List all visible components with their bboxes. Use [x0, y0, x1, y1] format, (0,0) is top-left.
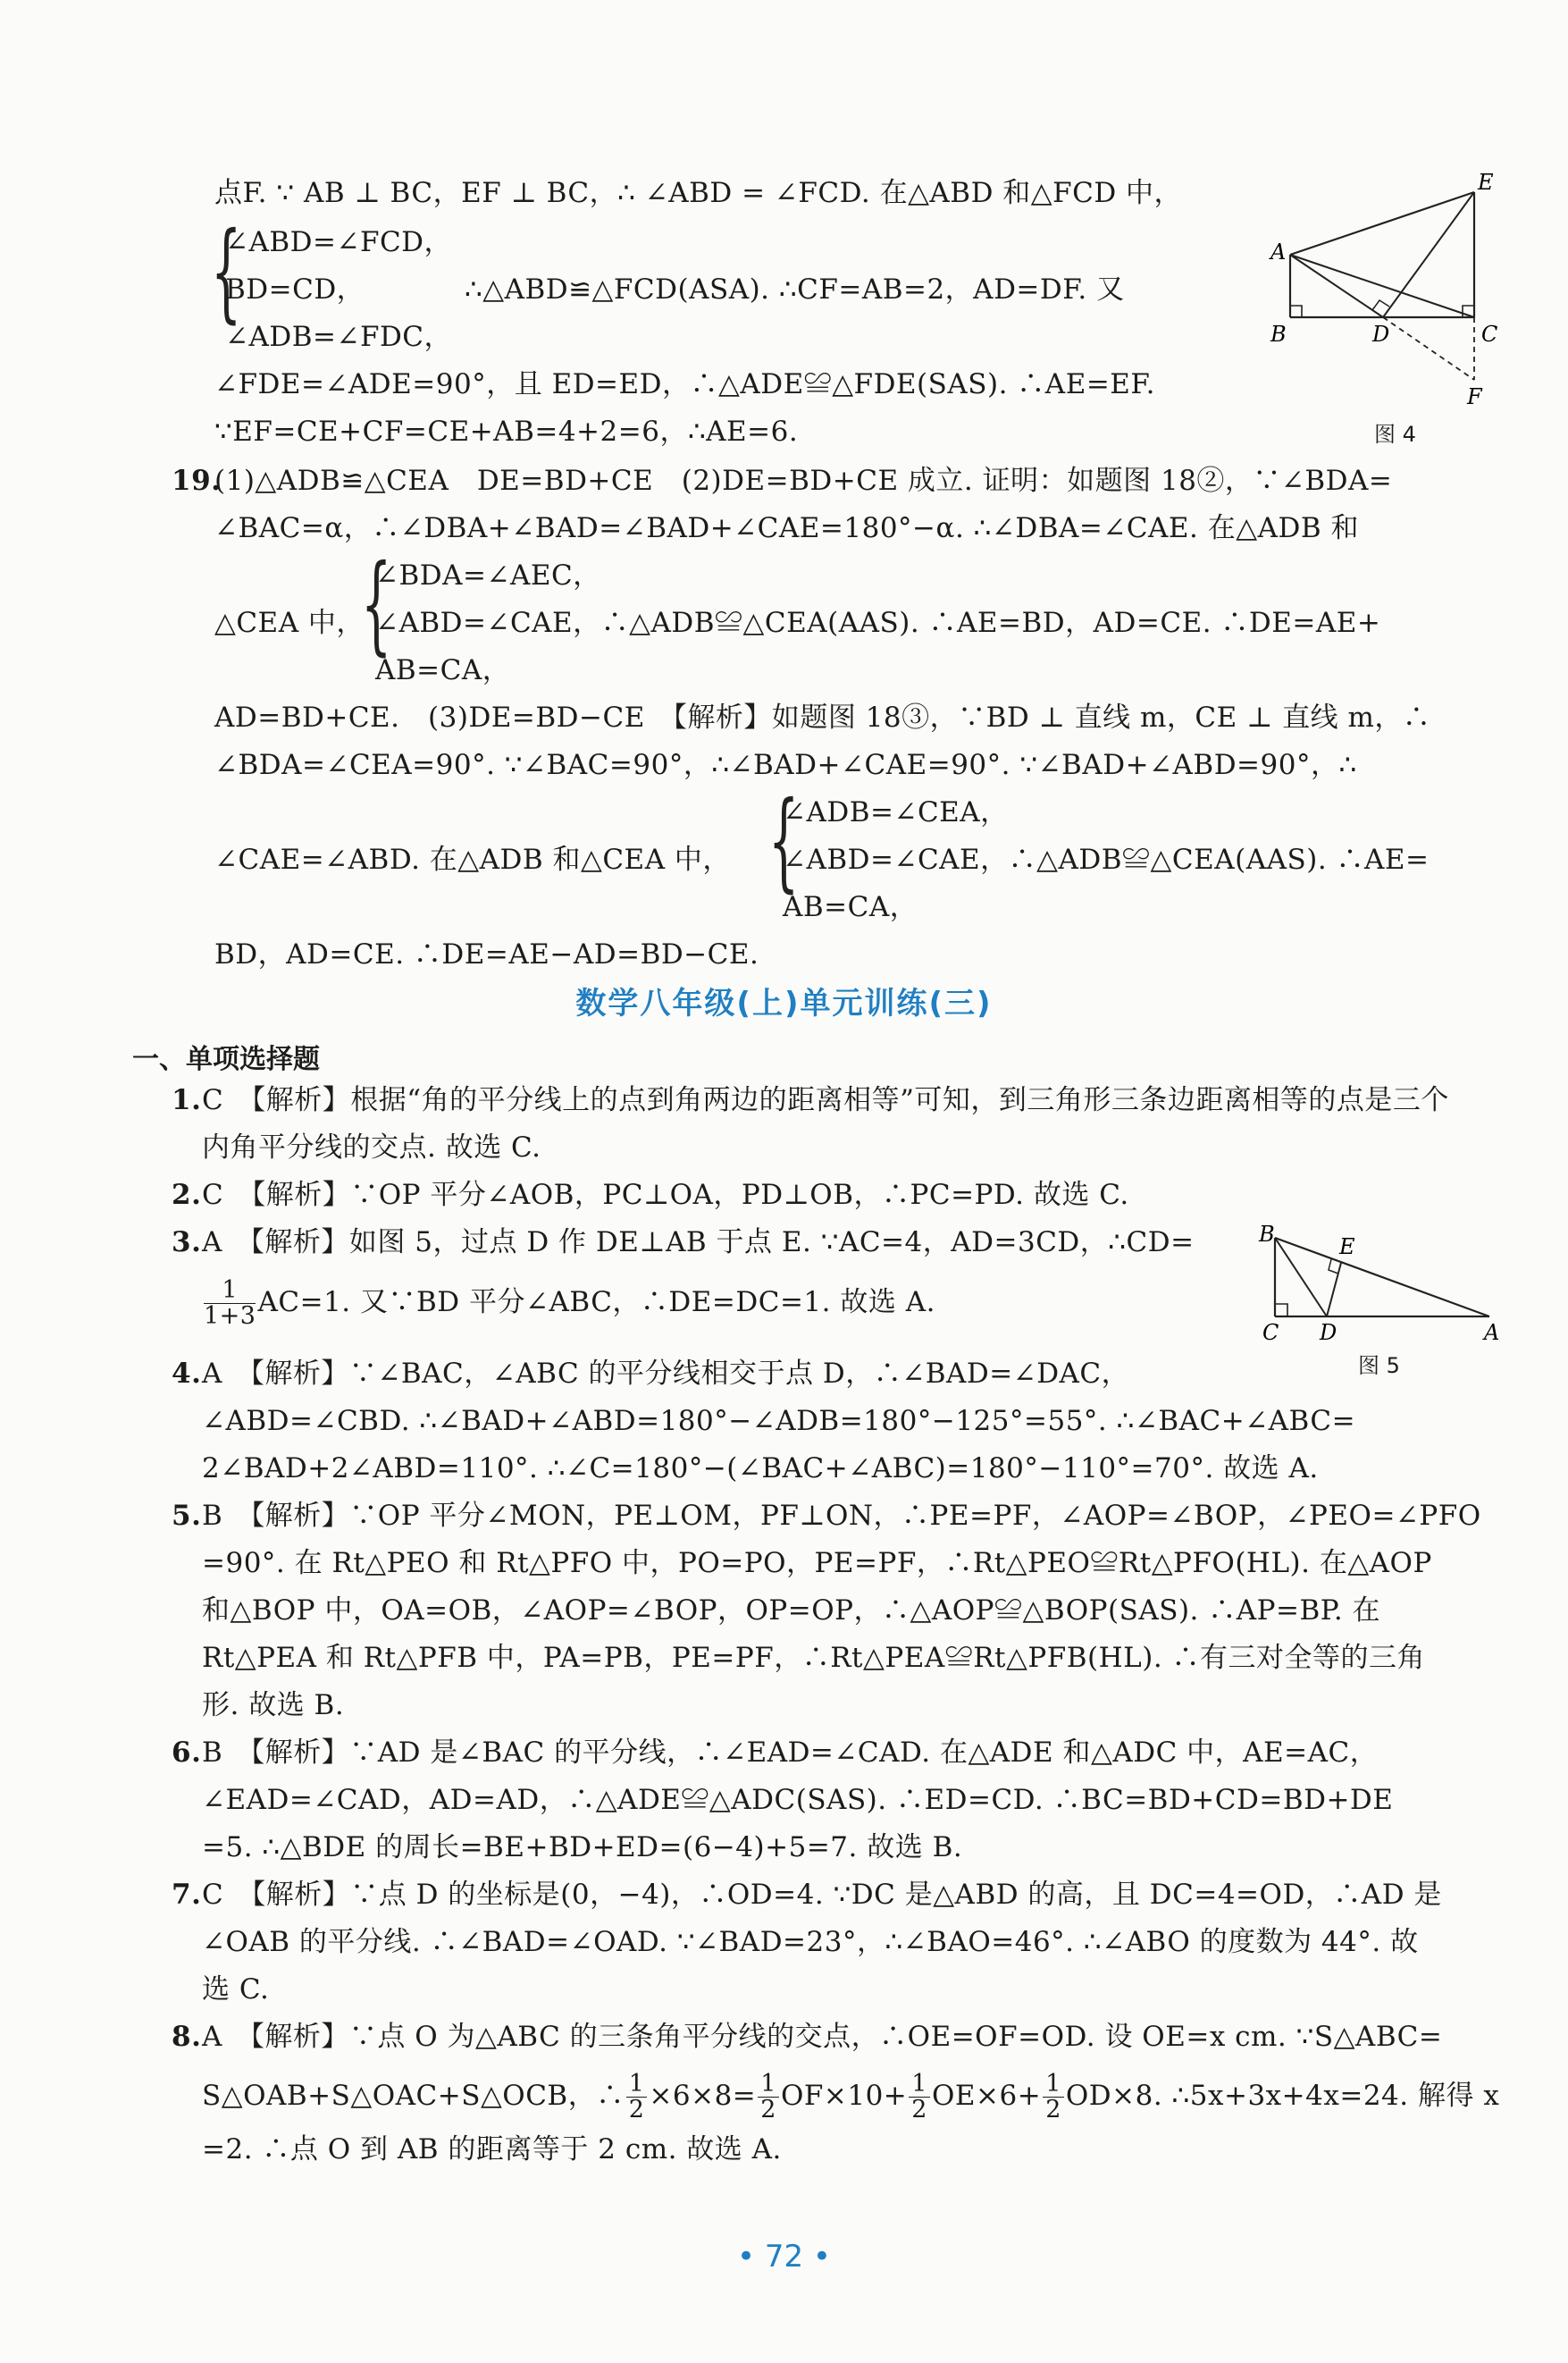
q8-line-2d: OE×6+ [931, 2080, 1042, 2112]
q19-line-11: BD，AD=CE. ∴DE=AE−AD=BD−CE. [214, 938, 759, 971]
q8-line-2-wrap [202, 2072, 1499, 2123]
q2-line-1: C 【解析】∵OP 平分∠AOB，PC⊥OA，PD⊥OB，∴PC=PD. 故选 C. [202, 1179, 1129, 1211]
q19-brace2-line-1: ∠ADB=∠CEA， [783, 796, 1009, 828]
q4-line-1: A 【解析】∵∠BAC，∠ABC 的平分线相交于点 D，∴∠BAD=∠DAC， [202, 1358, 1130, 1390]
fig5-label-a: A [1484, 1320, 1500, 1345]
q18-line-1: 点F. ∵ AB ⊥ BC，EF ⊥ BC，∴ ∠ABD = ∠FCD. 在△ABD 和△FCD 中， [214, 177, 1183, 209]
q8-line-2b: ×6×8= [649, 2080, 757, 2112]
q5-line-4: Rt△PEA 和 Rt△PFB 中，PA=PB，PE=PF，∴Rt△PEA≌Rt△PFB(HL). ∴有三对全等的三角 [202, 1642, 1426, 1674]
q19-brace-line-3: AB=CA， [375, 654, 511, 686]
page-number: • 72 • [737, 2239, 831, 2275]
q8-half-2: $\frac{1}{2}$ [758, 2072, 779, 2123]
q5-number: 5. [172, 1500, 202, 1532]
q7-line-2: ∠OAB 的平分线. ∴∠BAD=∠OAD. ∵∠BAD=23°，∴∠BAO=46°. ∴∠ABO 的度数为 44°. 故 [202, 1926, 1419, 1958]
figure-5 [1246, 1220, 1519, 1345]
q19-line-6: AD=BD+CE. (3)DE=BD−CE 【解析】如题图 18③，∵BD ⊥ 直线 m，CE ⊥ 直线 m，∴ [214, 702, 1431, 734]
fig4-label-a: A [1270, 240, 1287, 265]
q6-line-1: B 【解析】∵AD 是∠BAC 的平分线，∴∠EAD=∠CAD. 在△ADE 和△ADC 中，AE=AC， [202, 1737, 1379, 1769]
fig4-label-b: B [1270, 322, 1287, 347]
q19-brace2-line-2: ∠ABD=∠CAE，∴△ADB≌△CEA(AAS). ∴AE= [783, 844, 1430, 876]
fig4-label-f: F [1467, 384, 1482, 409]
q8-half-3: $\frac{1}{2}$ [909, 2072, 930, 2123]
fig5-label-b: B [1259, 1222, 1275, 1247]
q8-line-1: A 【解析】∵点 O 为△ABC 的三条角平分线的交点，∴OE=OF=OD. 设 OE=x cm. ∵S△ABC= [202, 2021, 1443, 2053]
q6-line-3: =5. ∴△BDE 的周长=BE+BD+ED=(6−4)+5=7. 故选 B. [202, 1831, 963, 1863]
q19-number: 19. [172, 465, 222, 497]
q19-prefix: △CEA 中， [214, 607, 365, 639]
q18-brace-line-1: ∠ABD=∠FCD， [225, 226, 453, 258]
q4-line-2: ∠ABD=∠CBD. ∴∠BAD+∠ABD=180°−∠ADB=180°−125°=55°. ∴∠BAC+∠ABC= [202, 1405, 1356, 1437]
q18-brace: { [211, 210, 242, 334]
fig4-caption: 图 4 [1374, 422, 1416, 447]
q6-number: 6. [172, 1737, 202, 1769]
q19-brace-1: { [361, 542, 392, 667]
q8-line-3: =2. ∴点 O 到 AB 的距离等于 2 cm. 故选 A. [202, 2133, 782, 2165]
q3-line-2: AC=1. 又∵BD 平分∠ABC，∴DE=DC=1. 故选 A. [257, 1286, 935, 1318]
q3-line-1: A 【解析】如图 5，过点 D 作 DE⊥AB 于点 E. ∵AC=4，AD=3CD，∴CD= [202, 1226, 1195, 1258]
q3-fraction: $\frac{1}{1+3}$ [204, 1276, 256, 1330]
fig4-right-angle-d [1372, 300, 1389, 310]
q4-number: 4. [172, 1358, 202, 1390]
q18-brace-line-3: ∠ADB=∠FDC， [225, 321, 453, 353]
fig4-seg-ad [1290, 255, 1383, 317]
q8-line-2c: OF×10+ [780, 2080, 908, 2112]
q8-line-2e: OD×8. ∴5x+3x+4x=24. 解得 x [1065, 2080, 1500, 2112]
q19-brace-line-2: ∠ABD=∠CAE，∴△ADB≌△CEA(AAS). ∴AE=BD，AD=CE. ∴DE=AE+ [375, 607, 1381, 639]
q1-line-2: 内角平分线的交点. 故选 C. [202, 1131, 541, 1164]
fig5-label-d: D [1320, 1320, 1337, 1345]
q3-number: 3. [172, 1226, 202, 1258]
fig4-label-d: D [1372, 322, 1390, 347]
q1-number: 1. [172, 1084, 202, 1116]
fig4-seg-ac [1290, 255, 1474, 317]
fig5-seg-ba [1275, 1238, 1489, 1316]
q19-brace-2: { [768, 779, 800, 904]
q8-number: 8. [172, 2021, 202, 2053]
fig4-seg-de [1383, 192, 1474, 317]
q4-line-3: 2∠BAD+2∠ABD=110°. ∴∠C=180°−(∠BAC+∠ABC)=180°−110°=70°. 故选 A. [202, 1452, 1319, 1484]
q5-line-5: 形. 故选 B. [202, 1689, 345, 1721]
q7-line-3: 选 C. [202, 1973, 270, 2006]
q19-brace2-line-3: AB=CA， [783, 891, 918, 923]
q1-line-1: C 【解析】根据“角的平分线上的点到角两边的距离相等”可知，到三角形三条边距离相等的点是三个 [202, 1084, 1449, 1116]
q19-line-2: ∠BAC=α，∴∠DBA+∠BAD=∠BAD+∠CAE=180°−α. ∴∠DBA=∠CAE. 在△ADB 和 [214, 512, 1359, 544]
q18-brace-line-2-tail: ∴△ABD≌△FCD(ASA). ∴CF=AB=2，AD=DF. 又 [465, 273, 1125, 306]
fig5-label-c: C [1262, 1320, 1279, 1345]
fig4-seg-df [1383, 317, 1474, 380]
q8-half-1: $\frac{1}{2}$ [626, 2072, 648, 2123]
q5-line-3: 和△BOP 中，OA=OB，∠AOP=∠BOP，OP=OP，∴△AOP≌△BOP(SAS). ∴AP=BP. 在 [202, 1594, 1381, 1627]
q19-prefix-2: ∠CAE=∠ABD. 在△ADB 和△CEA 中， [214, 844, 731, 876]
q19-line-1: (1)△ADB≌△CEA DE=BD+CE (2)DE=BD+CE 成立. 证明：如题图 18②，∵∠BDA= [214, 465, 1393, 497]
section-heading: 一、单项选择题 [132, 1044, 320, 1075]
q2-number: 2. [172, 1179, 202, 1211]
q7-number: 7. [172, 1879, 202, 1911]
q6-line-2: ∠EAD=∠CAD，AD=AD，∴△ADE≌△ADC(SAS). ∴ED=CD. ∴BC=BD+CD=BD+DE [202, 1784, 1394, 1816]
q18-line-5: ∠FDE=∠ADE=90°，且 ED=ED，∴△ADE≌△FDE(SAS). ∴AE=EF. [214, 368, 1155, 400]
fig5-caption: 图 5 [1358, 1353, 1400, 1378]
q19-line-7: ∠BDA=∠CEA=90°. ∵∠BAC=90°，∴∠BAD+∠CAE=90°. ∵∠BAD+∠ABD=90°，∴ [214, 749, 1357, 781]
figure-4 [1251, 170, 1519, 420]
fig4-right-angle-b [1290, 306, 1302, 317]
q5-line-1: B 【解析】∵OP 平分∠MON，PE⊥OM，PF⊥ON，∴PE=PF，∠AOP=∠BOP，∠PEO=∠PFO [202, 1500, 1481, 1532]
q19-brace-line-1: ∠BDA=∠AEC， [375, 559, 601, 592]
q18-brace-line-2: BD=CD， [225, 273, 365, 306]
fig4-label-e: E [1478, 170, 1494, 195]
fig4-seg-ae [1290, 192, 1474, 255]
fig5-seg-de [1327, 1263, 1341, 1316]
fig4-label-c: C [1481, 322, 1498, 347]
q8-line-2a: S△OAB+S△OAC+S△OCB，∴ [202, 2080, 625, 2112]
fig5-seg-bd [1275, 1238, 1327, 1316]
section-title: 数学八年级(上)单元训练(三) [575, 986, 993, 1022]
q5-line-2: =90°. 在 Rt△PEO 和 Rt△PFO 中，PO=PO，PE=PF，∴Rt△PEO≌Rt△PFO(HL). 在△AOP [202, 1547, 1432, 1579]
q7-line-1: C 【解析】∵点 D 的坐标是(0，−4)，∴OD=4. ∵DC 是△ABD 的高，且 DC=4=OD，∴AD 是 [202, 1879, 1442, 1911]
fig5-label-e: E [1339, 1234, 1355, 1259]
fig5-right-angle-c [1275, 1304, 1287, 1316]
q18-line-6: ∵EF=CE+CF=CE+AB=4+2=6，∴AE=6. [214, 416, 799, 448]
q8-half-4: $\frac{1}{2}$ [1043, 2072, 1064, 2123]
q3-line-2-wrap [202, 1278, 935, 1329]
